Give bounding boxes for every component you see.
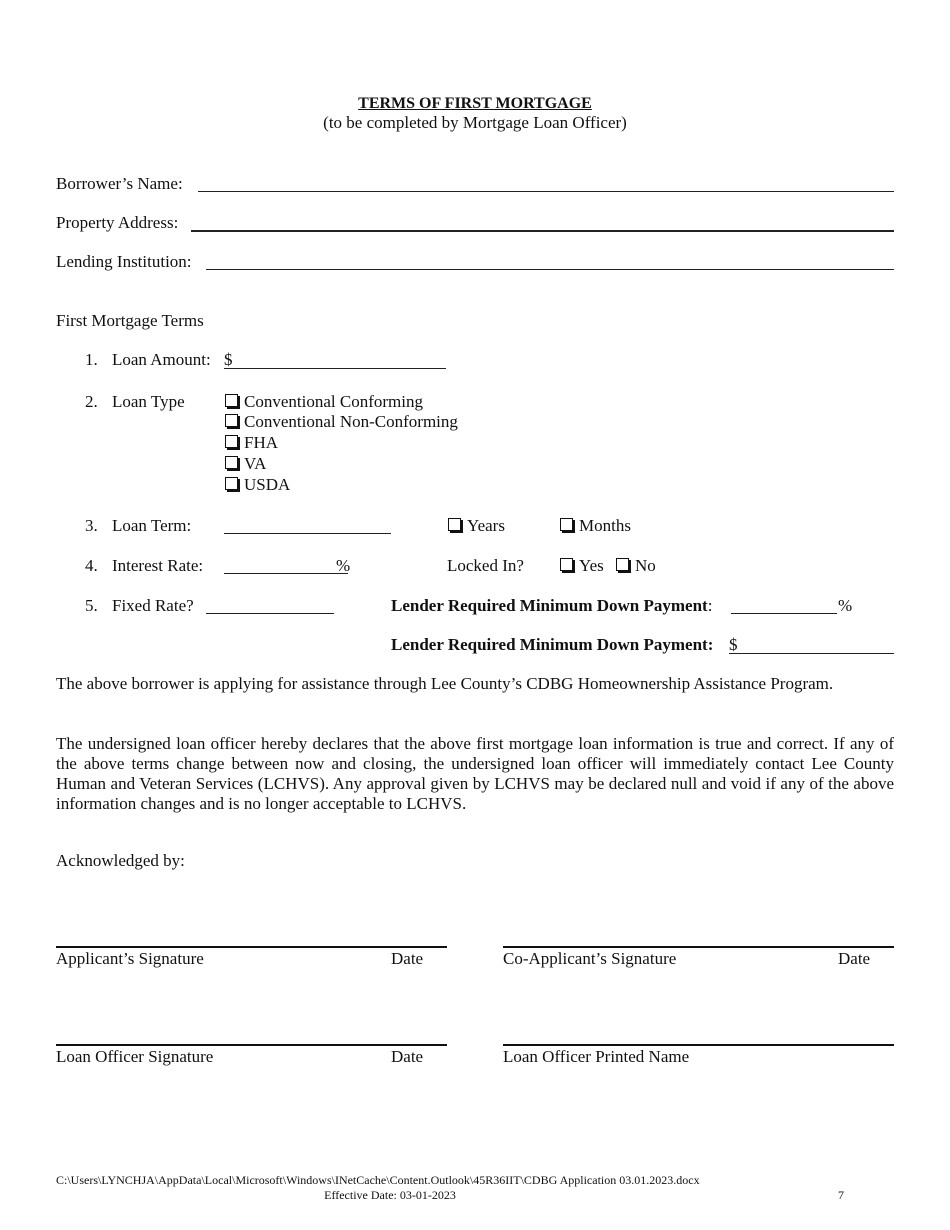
loan-type-label: Loan Type [112, 392, 185, 411]
down-payment-amount-label: Lender Required Minimum Down Payment: [391, 635, 714, 654]
footer-page-number: 7 [838, 1188, 844, 1202]
loan-term-label: Loan Term: [112, 516, 192, 535]
applicant-signature-label: Applicant’s Signature [56, 949, 204, 968]
fixed-rate-label: Fixed Rate? [112, 596, 194, 615]
item-2-number: 2. [85, 392, 98, 411]
loan-amount-field[interactable] [224, 368, 446, 369]
loan-type-option-conventional-conforming[interactable] [225, 392, 423, 412]
borrower-name-field[interactable] [198, 191, 894, 192]
acknowledged-label: Acknowledged by: [56, 851, 185, 870]
loan-officer-signature-line[interactable] [56, 1044, 447, 1046]
applicant-date-label: Date [391, 949, 424, 968]
section-title: First Mortgage Terms [56, 311, 204, 330]
borrower-name-label: Borrower’s Name: [56, 174, 183, 193]
loan-officer-signature-label: Loan Officer Signature [56, 1047, 214, 1066]
footer-file-path: C:\Users\LYNCHJA\AppData\Local\Microsoft\Windows\INetCache\Content.Outlook\45R36IIT\CDBG Application 03.01.2023.docx [56, 1173, 700, 1187]
loan-term-years[interactable] [448, 516, 505, 536]
footer-effective-date: Effective Date: 03-01-2023 [324, 1188, 456, 1202]
locked-in-yes[interactable] [560, 556, 604, 576]
checkbox-icon[interactable] [225, 456, 238, 469]
down-payment-amount-dollar: $ [729, 635, 738, 654]
locked-in-no[interactable] [616, 556, 656, 576]
loan-type-option-va[interactable] [225, 454, 266, 474]
down-payment-percent-colon: : [707, 596, 713, 615]
loan-officer-printed-name-label: Loan Officer Printed Name [503, 1047, 690, 1066]
loan-officer-printed-name-line[interactable] [503, 1044, 894, 1046]
months-label: Months [579, 516, 631, 535]
option-label: FHA [244, 433, 279, 452]
loan-officer-date-label: Date [391, 1047, 424, 1066]
loan-amount-label: Loan Amount: [112, 350, 211, 369]
locked-in-label: Locked In? [447, 556, 524, 575]
option-label: VA [244, 454, 267, 473]
form-title: TERMS OF FIRST MORTGAGE [358, 95, 592, 112]
loan-type-option-fha[interactable] [225, 433, 278, 453]
down-payment-percent-text: Lender Required Minimum Down Payment [391, 596, 708, 615]
loan-amount-dollar: $ [224, 350, 233, 369]
lending-institution-field[interactable] [206, 269, 894, 270]
loan-term-months[interactable] [560, 516, 631, 536]
fixed-rate-field[interactable] [206, 613, 334, 614]
item-4-number: 4. [85, 556, 98, 575]
item-5-number: 5. [85, 596, 98, 615]
form-subtitle: (to be completed by Mortgage Loan Officer) [323, 113, 627, 132]
checkbox-icon[interactable] [616, 558, 629, 571]
checkbox-icon[interactable] [448, 518, 461, 531]
checkbox-icon[interactable] [225, 435, 238, 448]
page-title [0, 95, 950, 133]
co-applicant-signature-label: Co-Applicant’s Signature [503, 949, 677, 968]
interest-rate-label: Interest Rate: [112, 556, 204, 575]
interest-rate-field[interactable] [224, 573, 348, 574]
co-applicant-signature-line[interactable] [503, 946, 894, 948]
property-address-field[interactable] [191, 230, 894, 232]
checkbox-icon[interactable] [560, 518, 573, 531]
property-address-label: Property Address: [56, 213, 179, 232]
no-label: No [635, 556, 656, 575]
lending-institution-label: Lending Institution: [56, 252, 192, 271]
option-label: Conventional Conforming [244, 392, 423, 411]
years-label: Years [467, 516, 505, 535]
assistance-paragraph: The above borrower is applying for assistance through Lee County’s CDBG Homeownership Assistance Program. [56, 674, 834, 693]
option-label: Conventional Non-Conforming [244, 412, 458, 431]
down-payment-amount-field[interactable] [729, 653, 894, 654]
applicant-signature-line[interactable] [56, 946, 447, 948]
down-payment-percent-sign: % [838, 596, 853, 615]
loan-type-option-usda[interactable] [225, 475, 290, 495]
checkbox-icon[interactable] [560, 558, 573, 571]
checkbox-icon[interactable] [225, 477, 238, 490]
item-3-number: 3. [85, 516, 98, 535]
loan-term-field[interactable] [224, 533, 391, 534]
checkbox-icon[interactable] [225, 414, 238, 427]
item-1-number: 1. [85, 350, 98, 369]
down-payment-percent-label [391, 596, 712, 616]
checkbox-icon[interactable] [225, 394, 238, 407]
interest-rate-percent: % [336, 556, 351, 575]
declaration-paragraph: The undersigned loan officer hereby declares that the above first mortgage loan information is true and correct. If any of the above terms change between now and closing, the undersigned loan officer will immediately contact Lee County Human and Veteran Services (LCHVS). Any approval given by LCHVS may be declared null and void if any of the above information changes and is no longer acceptable to LCHVS. [56, 734, 894, 813]
option-label: USDA [244, 475, 291, 494]
loan-type-option-conventional-non-conforming[interactable] [225, 412, 458, 432]
yes-label: Yes [579, 556, 604, 575]
down-payment-percent-field[interactable] [731, 613, 837, 614]
co-applicant-date-label: Date [838, 949, 871, 968]
